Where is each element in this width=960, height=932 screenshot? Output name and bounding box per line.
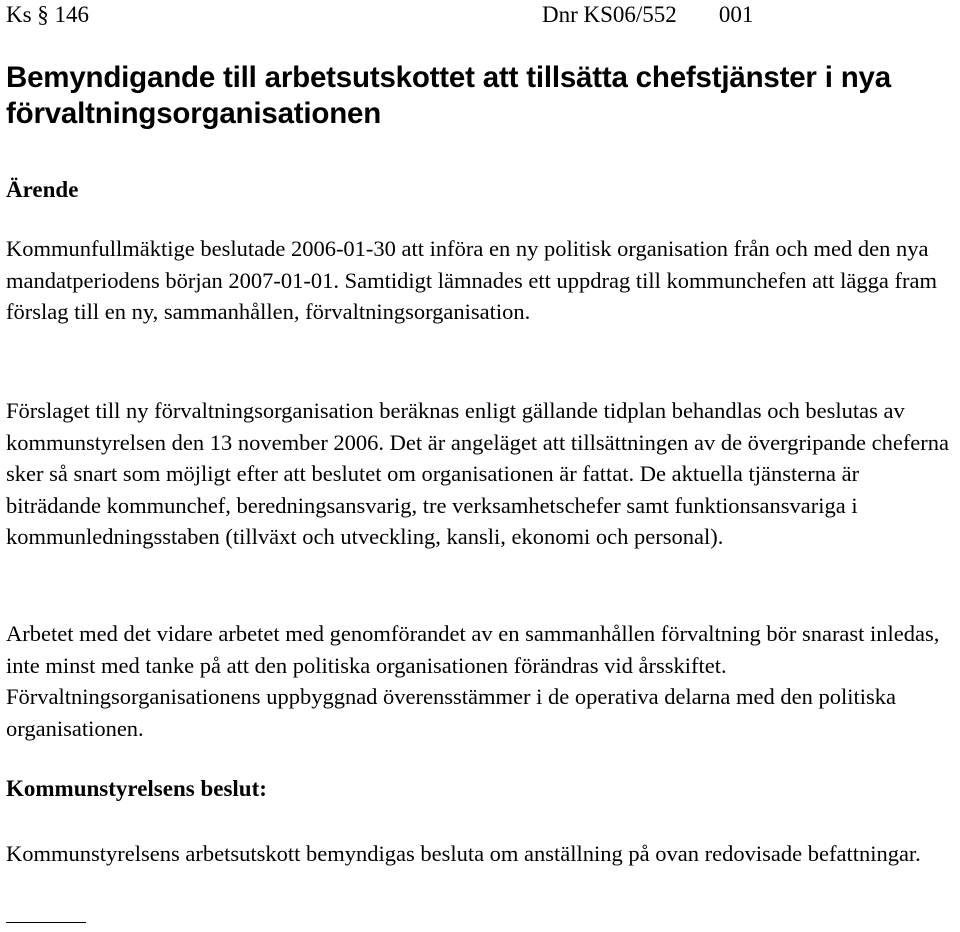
beslut-text: Kommunstyrelsens arbetsutskott bemyndigas besluta om anställning på ovan redovisade befattningar.	[6, 841, 921, 866]
document-title: Bemyndigande till arbetsutskottet att tillsätta chefstjänster i nya förvaltningsorganisationen	[6, 61, 891, 130]
document-number: 001	[718, 2, 754, 27]
beslut-heading: Kommunstyrelsens beslut:	[6, 776, 267, 801]
document-header	[0, 0, 960, 30]
section-reference: Ks § 146	[6, 2, 90, 27]
arende-heading: Ärende	[6, 177, 79, 202]
footnote-separator	[6, 922, 86, 923]
arende-paragraph-1: Kommunfullmäktige beslutade 2006-01-30 att införa en ny politisk organisation från och med den nya mandatperiodens början 2007-01-01. Samtidigt lämnades ett uppdrag till kommunchefen att lägga fram förslag till en ny, sammanhållen, förvaltningsorganisation.	[6, 236, 938, 324]
arende-paragraph-3: Arbetet med det vidare arbetet med genomförandet av en sammanhållen förvaltning bör snarast inledas, inte minst med tanke på att den politiska organisationen förändras vid årsskiftet. Förvaltningsorganisationens uppbyggnad överensstämmer i de operativa delarna med den politiska organisationen.	[6, 621, 940, 741]
diary-reference	[542, 0, 753, 30]
diary-number: Dnr KS06/552	[542, 2, 677, 27]
arende-paragraph-2: Förslaget till ny förvaltningsorganisation beräknas enligt gällande tidplan behandlas och beslutas av kommunstyrelsen den 13 november 2006. Det är angeläget att tillsättningen av de övergripande cheferna sker så snart som möjligt efter att beslutet om organisationen är fattat. De aktuella tjänsterna är biträdande kommunchef, beredningsansvarig, tre verksamhetschefer samt funktionsansvariga i kommunledningsstaben (tillväxt och utveckling, kansli, ekonomi och personal).	[6, 398, 950, 549]
